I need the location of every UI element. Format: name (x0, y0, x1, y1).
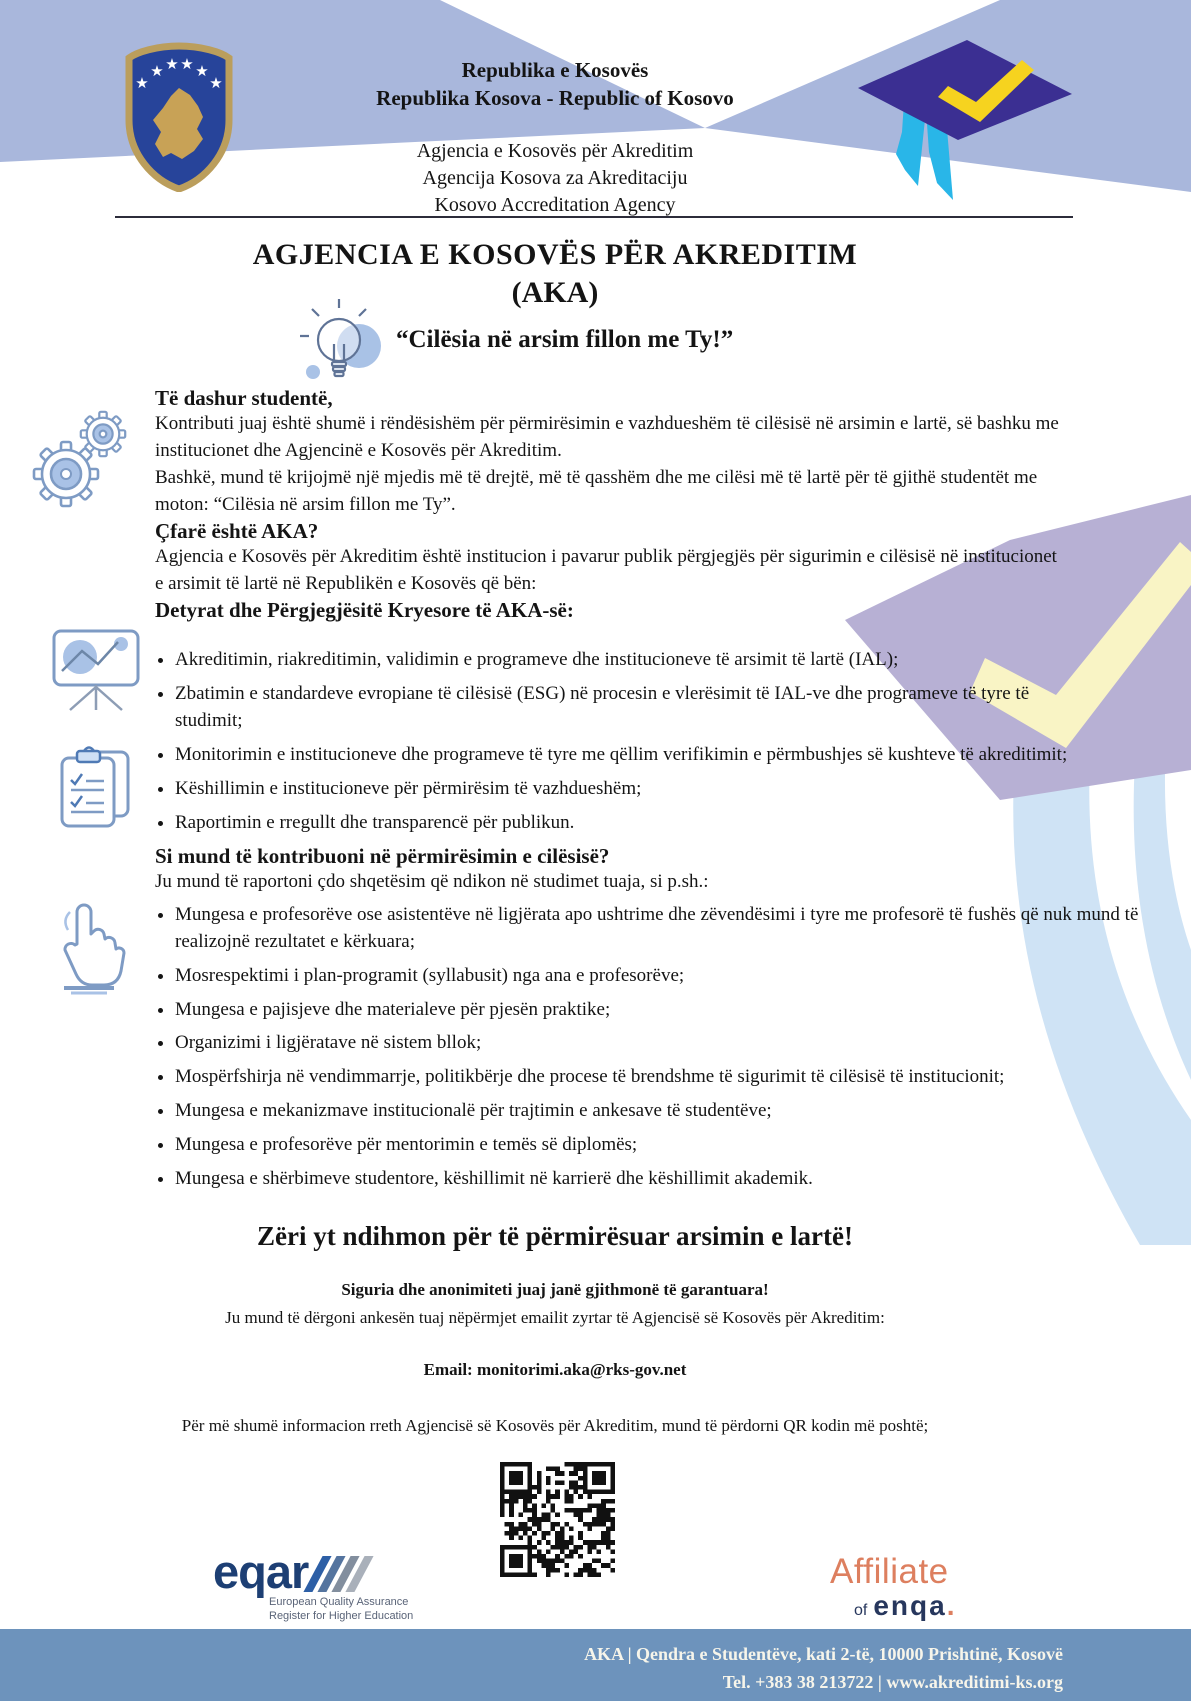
list-item: • Këshillimin e institucioneve për përmirësim të vazhdueshëm; (175, 776, 1080, 803)
list-item: • Mosrespektimi i plan-programit (syllabusit) nga ana e profesorëve; (175, 963, 1175, 990)
enqa-wordmark: enqa (873, 1590, 947, 1621)
body-content (155, 386, 1160, 1438)
contribute-heading: Si mund të kontribuoni në përmirësimin e cilësisë? (155, 843, 610, 868)
list-item: • Organizimi i ligjëratave në sistem bllok; (175, 1030, 1175, 1057)
country-title (230, 56, 880, 113)
footer-bar (0, 1629, 1191, 1701)
clipboard-checklist-icon (50, 740, 142, 834)
list-item: • Zbatimin e standardeve evropiane të cilësisë (ESG) në procesin e vlerësimit të IAL-ve dhe programeve të tyre të studimit; (175, 681, 1080, 735)
closing-block (155, 1221, 955, 1437)
what-is-aka-heading: Çfarë është AKA? (155, 518, 319, 543)
svg-text:★: ★ (135, 74, 149, 92)
motto: “Cilësia në arsim fillon me Ty!” (396, 326, 734, 353)
list-item: • Mungesa e profesorëve për mentorimin e temës së diplomës; (175, 1132, 1175, 1159)
dear-students-heading: Të dashur studentë, (155, 386, 333, 410)
list-item: • Mospërfshirja në vendimmarrje, politikbërje dhe procese të brendshme të sigurimit të cilësisë të institucionit; (175, 1064, 1175, 1091)
contribute-intro: Ju mund të raportoni çdo shqetësim që ndikon në studimet tuaja, si p.sh.: (155, 870, 709, 892)
svg-text:★: ★ (209, 74, 223, 92)
qr-note-line: Për më shumë informacion rreth Agjencisë së Kosovës për Akreditim, mund të përdorni QR kodin më poshtë; (181, 1415, 929, 1435)
list-item: • Mungesa e profesorëve ose asistentëve në ligjërata apo ushtrime dhe zëvendësimi i tyre me profesorë të fushës që nuk mund të realizojnë rezultatet e kërkuara; (175, 902, 1175, 956)
dear-students-paragraph-1: Kontributi juaj është shumë i rëndësishëm për përmirësimin e vazhdueshëm të cilësisë në arsimin e lartë, së bashku me institucionet dhe Agjencinë e Kosovës për Akreditim. (155, 413, 1059, 461)
enqa-dot: . (946, 1590, 955, 1621)
duties-heading: Detyrat dhe Përgjegjësitë Kryesore të AKA-së: (155, 597, 574, 622)
page-title-line1: AGJENCIA E KOSOVËS PËR AKREDITIM (252, 238, 858, 271)
header-divider (115, 216, 1073, 218)
footer-contact: Tel. +383 38 213722 | www.akreditimi-ks.org (722, 1671, 1063, 1692)
page-title-line2: (AKA) (511, 276, 599, 309)
list-item: • Mungesa e mekanizmave institucionalë për trajtimin e ankesave të studentëve; (175, 1098, 1175, 1125)
gears-icon (24, 400, 136, 514)
kosovo-emblem (118, 42, 240, 192)
eqar-tagline: European Quality Assurance Register for Higher Education (269, 1595, 414, 1622)
eqar-logo (213, 1545, 414, 1623)
agency-title (230, 138, 880, 219)
enqa-affiliate-logo (830, 1552, 954, 1622)
what-is-aka-paragraph: Agjencia e Kosovës për Akreditim është institucion i pavarur publik përgjegjës për sigurimin e cilësisë në institucionet e arsimit të lartë në Republikën e Kosovës që bën: (155, 545, 1057, 594)
list-item: • Raportimin e rregullt dhe transparencë për publikun. (175, 810, 1080, 837)
country-line2: Republika Kosova - Republic of Kosovo (376, 86, 734, 111)
svg-text:★: ★ (165, 55, 179, 73)
list-item: • Akreditimin, riakreditimin, validimin e programeve dhe institucioneve të arsimit të lartë (IAL); (175, 647, 1080, 674)
eqar-wordmark: eqar (213, 1545, 309, 1598)
duties-list (155, 647, 1080, 837)
agency-line1: Agjencia e Kosovës për Akreditim (416, 140, 694, 162)
svg-text:★: ★ (180, 55, 194, 73)
agency-line3: Kosovo Accreditation Agency (434, 194, 676, 216)
closing-heading: Zëri yt ndihmon për të përmirësuar arsimin e lartë! (257, 1221, 853, 1252)
svg-text:★: ★ (195, 62, 209, 80)
page-title (45, 238, 1065, 310)
affiliate-wordmark: Affiliate (830, 1552, 949, 1591)
list-item: • Mungesa e shërbimeve studentore, këshillimit në karrierë dhe këshillimit akademik. (175, 1166, 1175, 1193)
footer-address: AKA | Qendra e Studentëve, kati 2-të, 10000 Prishtinë, Kosovë (584, 1644, 1063, 1664)
guarantee-line: Siguria dhe anonimiteti juaj janë gjithmonë të garantuara! (341, 1280, 769, 1300)
lightbulb-icon (293, 296, 393, 398)
list-item: • Monitorimin e institucioneve dhe programeve të tyre me qëllim verifikimin e përmbushjes së kushteve të akreditimit; (175, 742, 1080, 769)
email-intro-line: Ju mund të dërgoni ankesën tuaj nëpërmjet emailit zyrtar të Agjencisë së Kosovës për Akreditim: (225, 1308, 885, 1328)
agency-line2: Agencija Kosova za Akreditaciju (422, 167, 688, 189)
email-address: Email: monitorimi.aka@rks-gov.net (423, 1359, 687, 1379)
svg-text:★: ★ (150, 62, 164, 80)
click-hand-icon (46, 898, 134, 996)
qr-code (500, 1462, 615, 1577)
concerns-list (155, 902, 1175, 1194)
presentation-chart-icon (48, 626, 144, 714)
country-line1: Republika e Kosovës (461, 58, 649, 82)
dear-students-paragraph-2: Bashkë, mund të krijojmë një mjedis më të drejtë, më të qasshëm dhe me cilësi më të lartë për të gjithë studentët me moton: “Cilësia në arsim fillon me Ty”. (155, 466, 1038, 515)
enqa-of-label: of (854, 1602, 868, 1619)
list-item: • Mungesa e pajisjeve dhe materialeve për pjesën praktike; (175, 997, 1175, 1024)
graduation-cap-icon (842, 34, 1074, 219)
